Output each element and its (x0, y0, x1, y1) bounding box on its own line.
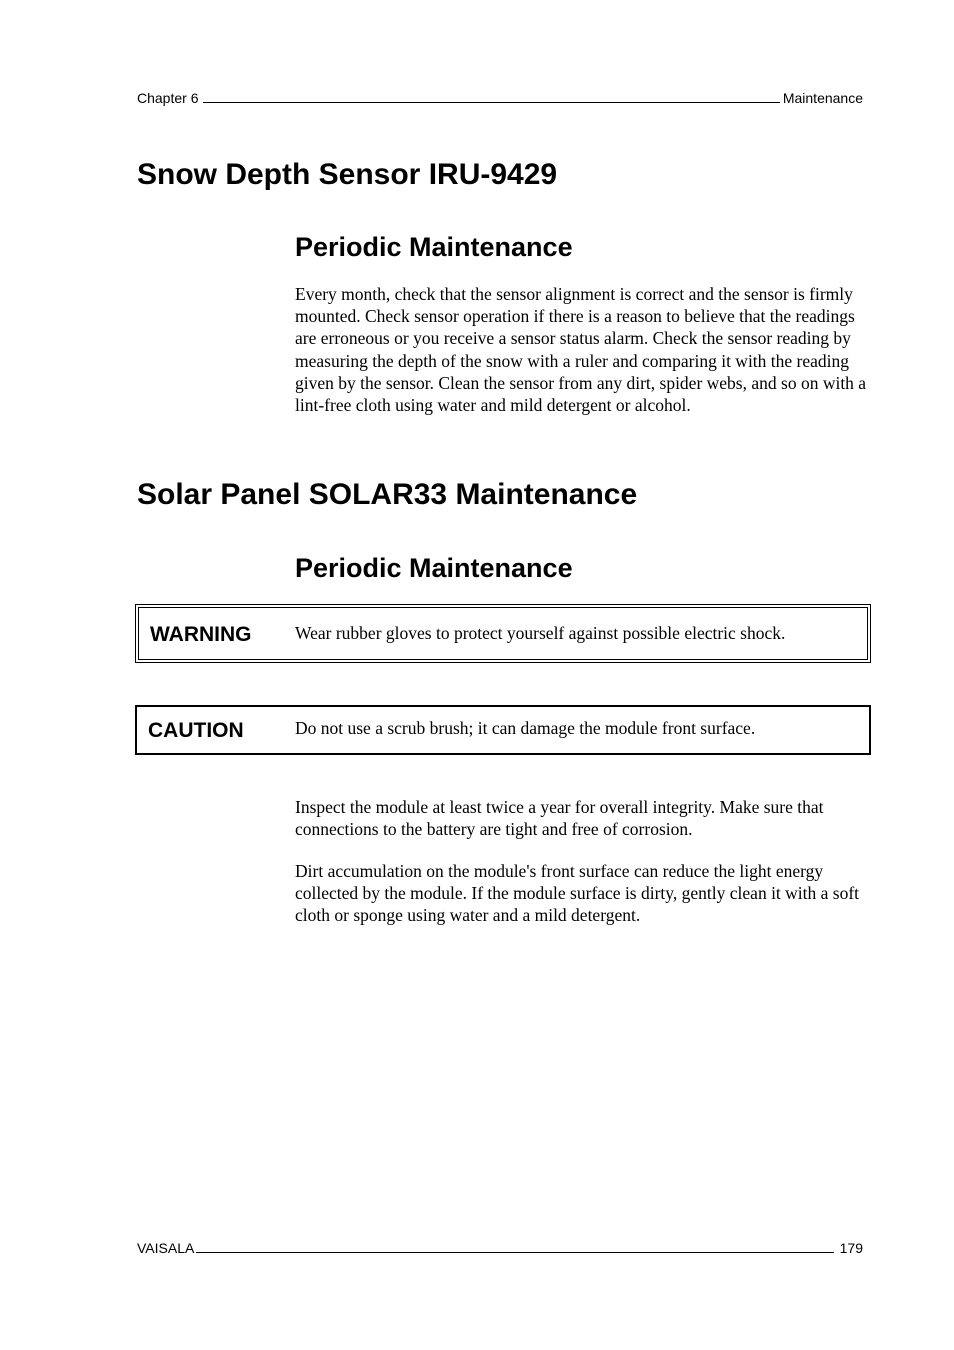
warning-label: WARNING (150, 623, 252, 646)
section-title-snow-depth: Snow Depth Sensor IRU-9429 (137, 158, 558, 191)
section-title-solar-panel: Solar Panel SOLAR33 Maintenance (137, 478, 638, 511)
subsection-title-solar-periodic: Periodic Maintenance (295, 553, 573, 583)
subsection-title-snow-periodic: Periodic Maintenance (295, 232, 573, 262)
footer-rule (196, 1252, 833, 1253)
cleaning-paragraph: Dirt accumulation on the module's front surface can reduce the light energy collected by the module. If the module surface is dirty, gently clean it with a soft cloth or sponge using water and a mild detergent. (295, 861, 860, 926)
caution-label: CAUTION (148, 719, 244, 742)
snow-maintenance-paragraph: Every month, check that the sensor alignment is correct and the sensor is firmly mounted. Check sensor operation if there is a reason to believe that the readings are erroneous or you receive a sensor status alarm. Check the sensor reading by measuring the depth of the snow with a ruler and comparing it with the reading given by the sensor. Clean the sensor from any dirt, spider webs, and so on with a lint-free cloth using water and mild detergent or alcohol. (295, 284, 867, 416)
header-rule (203, 102, 779, 103)
section-label: Maintenance (782, 90, 863, 106)
inspection-paragraph: Inspect the module at least twice a year for overall integrity. Make sure that connections to the battery are tight and free of corrosion. (295, 797, 824, 840)
running-header (137, 90, 863, 106)
caution-text: Do not use a scrub brush; it can damage the module front surface. (295, 718, 756, 738)
footer-brand: VAISALA (137, 1240, 195, 1256)
page-number: 179 (839, 1240, 863, 1256)
running-footer (137, 1240, 863, 1256)
warning-text: Wear rubber gloves to protect yourself against possible electric shock. (295, 623, 786, 643)
caution-notice (135, 705, 871, 755)
warning-notice (135, 604, 871, 663)
chapter-label: Chapter 6 (137, 90, 199, 106)
